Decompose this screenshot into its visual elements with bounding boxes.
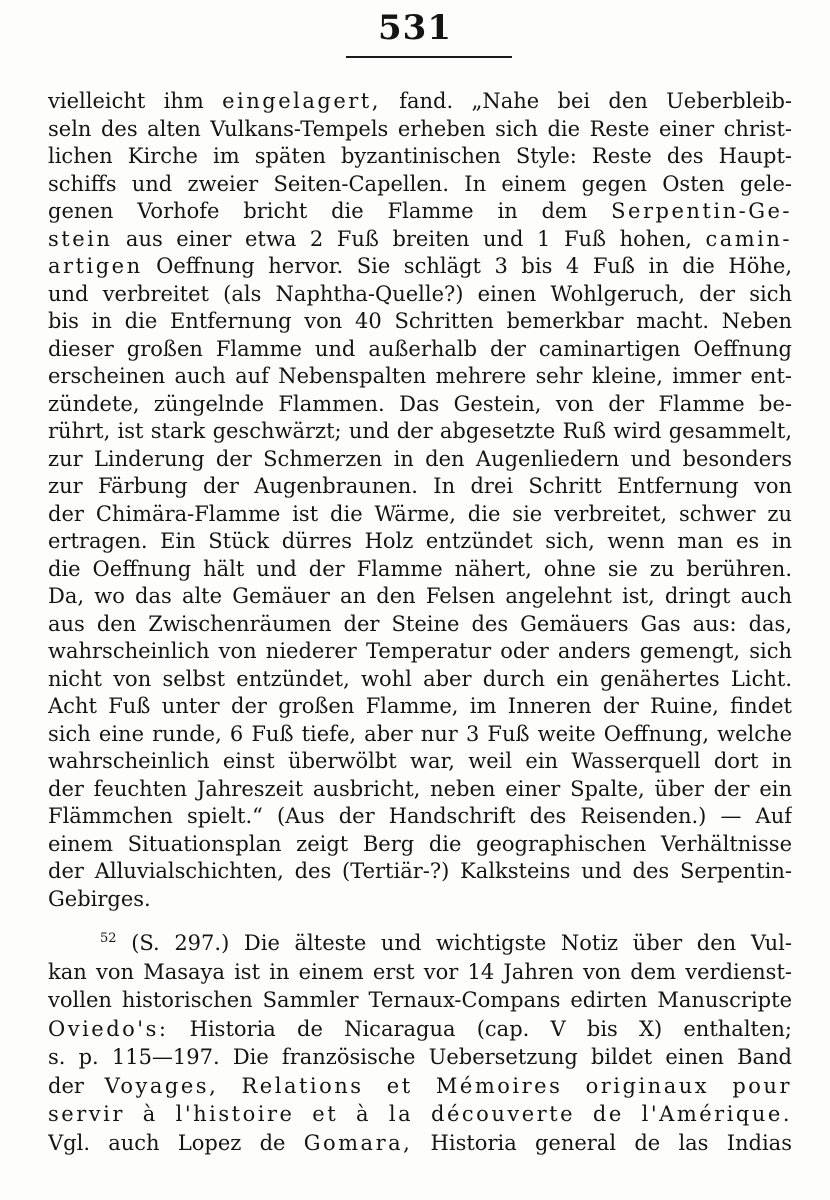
text-segment: nicht von selbst entzündet, wohl aber durch ein genähertes Licht.: [48, 666, 792, 691]
text-line: [48, 664, 792, 694]
text-segment: Gebirges.: [48, 886, 151, 911]
text-segment: und verbreitet (als Naphtha-Quelle?) einen Wohlgeruch, der sich: [48, 281, 792, 306]
spaced-text-segment: Serpentin-Ge-: [611, 199, 792, 223]
text-line: [48, 251, 792, 281]
spaced-text-segment: stein: [48, 226, 113, 251]
text-segment: wahrscheinlich von niederer Temperatur oder anders gemengt, sich: [48, 639, 792, 663]
footnote-line: [48, 1042, 792, 1072]
spaced-text-segment: camin-: [705, 226, 792, 251]
text-line: [48, 389, 792, 419]
text-segment: kan von Masaya ist in einem erst vor 14 Jahren von dem verdienst-: [48, 959, 792, 984]
text-line: [48, 361, 792, 391]
text-line: [48, 856, 792, 886]
header-rule: [346, 56, 512, 58]
text-segment: sich eine runde, 6 Fuß tiefe, aber nur 3 Fuß weite Oeffnung, welche: [48, 721, 792, 746]
text-line: [48, 554, 792, 584]
text-segment: der feuchten Jahreszeit ausbricht, neben einer Spalte, über der ein: [48, 776, 792, 801]
text-segment: zur Linderung der Schmerzen in den Augenliedern und besonders: [48, 446, 792, 471]
text-line: [48, 609, 792, 639]
footnote-line: [48, 1014, 792, 1044]
text-segment: die Oeffnung hält und der Flamme nähert, ohne sie zu berühren.: [48, 556, 792, 581]
text-line: [48, 499, 792, 529]
text-line: [48, 416, 792, 446]
text-line: [48, 141, 792, 171]
text-segment: der: [48, 1073, 105, 1098]
text-segment: ertragen. Ein Stück dürres Holz entzündet sich, wenn man es in: [48, 529, 792, 553]
text-line: [48, 86, 792, 116]
footnote-line: [48, 1128, 792, 1158]
spaced-text-segment: eingelagert,: [222, 89, 381, 113]
text-line: [48, 279, 792, 309]
text-segment: Da, wo das alte Gemäuer an den Felsen angelehnt ist, dringt auch: [48, 584, 792, 608]
text-line: [48, 691, 792, 721]
text-line: [48, 719, 792, 749]
footnote-line: [48, 1099, 792, 1129]
text-segment: aus einer etwa 2 Fuß breiten und 1 Fuß hohen,: [112, 226, 706, 251]
spaced-text-segment: Oviedo's:: [48, 1016, 169, 1041]
text-line: [48, 829, 792, 859]
text-line: [48, 169, 792, 199]
text-line: [48, 884, 792, 914]
text-segment: zur Färbung der Augenbraunen. In drei Schritt Entfernung von: [48, 474, 792, 498]
footnote-number: 52: [100, 931, 117, 946]
text-segment: der Alluvialschichten, des (Tertiär-?) Kalksteins und des Serpentin-: [48, 859, 792, 883]
text-segment: vollen historischen Sammler Ternaux-Compans edirten Manuscripte: [48, 988, 792, 1012]
text-line: [48, 306, 792, 336]
text-line: [48, 114, 792, 144]
text-segment: (S. 297.) Die älteste und wichtigste Notiz über den Vul-: [131, 931, 792, 955]
text-segment: vielleicht ihm: [48, 89, 223, 113]
text-segment: Historia de Nicaragua (cap. V bis X) enthalten;: [168, 1016, 792, 1041]
spaced-text-segment: servir à l'histoire et à la découverte de l'Amérique.: [48, 1102, 792, 1126]
text-line: [48, 746, 792, 776]
spaced-text-segment: artigen: [48, 254, 143, 278]
text-line: [48, 334, 792, 364]
text-segment: s. p. 115—197. Die französische Uebersetzung bildet einen Band: [48, 1045, 792, 1069]
text-segment: der Chimära-Flamme ist die Wärme, die sie verbreitet, schwer zu: [48, 501, 792, 526]
text-line: [48, 636, 792, 666]
text-segment: erscheinen auch auf Nebenspalten mehrere sehr kleine, immer ent-: [48, 364, 792, 388]
text-segment: lichen Kirche im späten byzantinischen Style: Reste des Haupt-: [48, 144, 792, 168]
spaced-text-segment: Voyages, Relations et Mémoires originaux pour: [104, 1073, 792, 1098]
text-line: [48, 774, 792, 804]
text-segment: aus den Zwischenräumen der Steine des Gemäuers Gas aus: das,: [48, 611, 792, 636]
text-segment: einem Situationsplan zeigt Berg die geographischen Verhältnisse: [48, 831, 792, 856]
text-segment: zündete, züngelnde Flammen. Das Gestein, von der Flamme be-: [48, 391, 792, 416]
text-segment: wahrscheinlich einst überwölbt war, weil ein Wasserquell dort in: [48, 749, 792, 773]
text-segment: Vgl. auch Lopez de: [48, 1130, 304, 1155]
text-line: [48, 196, 792, 226]
text-segment: schiffs und zweier Seiten-Capellen. In einem gegen Osten gele-: [48, 171, 792, 196]
text-segment: Acht Fuß unter der großen Flamme, im Inneren der Ruine, findet: [48, 694, 792, 718]
text-segment: bis in die Entfernung von 40 Schritten bemerkbar macht. Neben: [48, 309, 792, 333]
text-line: [48, 444, 792, 474]
text-line: [48, 471, 792, 501]
footnote-line: [48, 1071, 792, 1101]
footnote-line: [48, 985, 792, 1015]
text-segment: rührt, ist stark geschwärzt; und der abgesetzte Ruß wird gesammelt,: [48, 419, 792, 443]
text-line: [48, 224, 792, 254]
text-line: [48, 581, 792, 611]
text-segment: dieser großen Flamme und außerhalb der caminartigen Oeffnung: [48, 336, 792, 361]
footnote-line: [100, 928, 792, 958]
spaced-text-segment: Gomara,: [303, 1130, 413, 1155]
text-segment: Oeffnung hervor. Sie schlägt 3 bis 4 Fuß in die Höhe,: [142, 254, 792, 278]
text-segment: fand. „Nahe bei den Ueberbleib-: [380, 89, 792, 113]
text-line: [48, 526, 792, 556]
text-segment: Flämmchen spielt.“ (Aus der Handschrift des Reisenden.) — Auf: [48, 804, 792, 828]
page-number: 531: [378, 8, 452, 48]
footnote-line: [48, 957, 792, 987]
text-segment: seln des alten Vulkans-Tempels erheben sich die Reste einer christ-: [48, 116, 792, 141]
text-line: [48, 801, 792, 831]
text-segment: Historia general de las Indias: [412, 1130, 792, 1155]
text-segment: genen Vorhofe bricht die Flamme in dem: [48, 199, 612, 223]
